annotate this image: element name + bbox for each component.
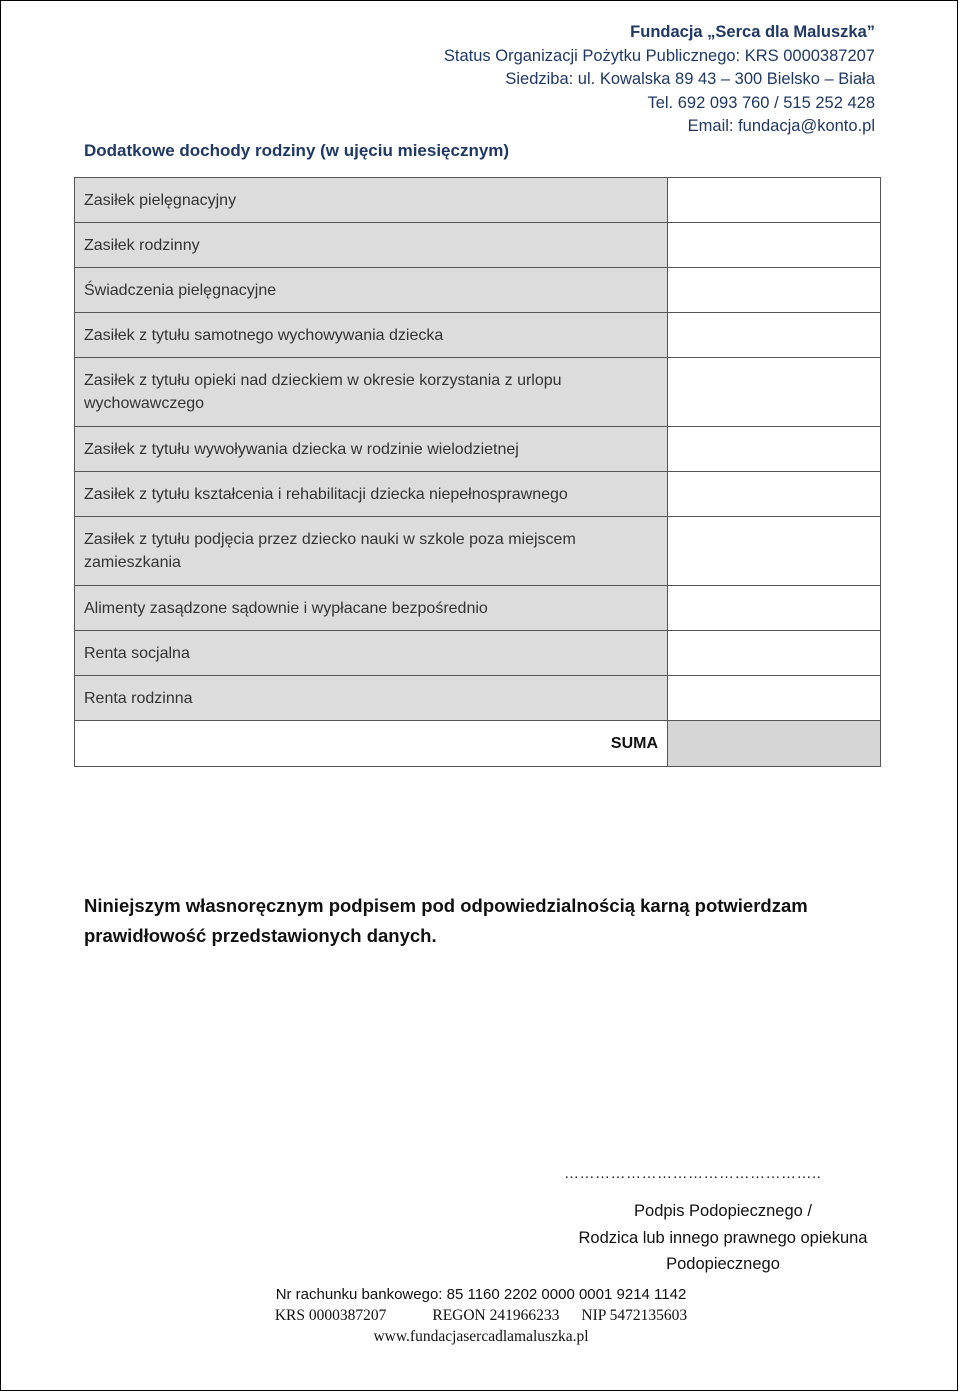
krs-number: KRS 0000387207 [274,1307,387,1324]
income-value-field[interactable] [668,676,881,721]
table-row [75,427,881,472]
income-value-field[interactable] [668,358,881,427]
nip-number: NIP 5472135603 [581,1307,688,1324]
table-row [75,223,881,268]
org-address: Siedziba: ul. Kowalska 89 43 – 300 Bielsko – Biała [505,70,875,89]
sum-value-field[interactable] [668,721,881,767]
income-label: Świadczenia pielęgnacyjne [75,268,668,313]
table-row [75,358,881,427]
table-row [75,676,881,721]
income-label: Renta rodzinna [75,676,668,721]
table-row [75,313,881,358]
income-label: Zasiłek z tytułu podjęcia przez dziecko nauki w szkole poza miejscem zamieszkania [75,517,668,586]
income-label: Zasiłek pielęgnacyjny [75,178,668,223]
income-value-field[interactable] [668,586,881,631]
income-value-field[interactable] [668,268,881,313]
income-value-field[interactable] [668,313,881,358]
income-value-field[interactable] [668,472,881,517]
signature-caption [561,1198,885,1278]
income-label: Zasiłek z tytułu opieki nad dzieckiem w okresie korzystania z urlopu wychowawczego [75,358,668,427]
table-row [75,517,881,586]
section-title: Dodatkowe dochody rodziny (w ujęciu miesięcznym) [84,141,510,160]
income-table [74,177,881,767]
income-value-field[interactable] [668,631,881,676]
sum-row [75,721,881,767]
income-value-field[interactable] [668,178,881,223]
signature-caption-line: Rodzica lub innego prawnego opiekuna [578,1228,868,1247]
income-label: Zasiłek z tytułu wywoływania dziecka w rodzinie wielodzietnej [75,427,668,472]
registry-ids [1,1305,960,1327]
regon-number: REGON 241966233 [432,1307,560,1324]
income-label: Zasiłek z tytułu kształcenia i rehabilitacji dziecka niepełnosprawnego [75,472,668,517]
signature-caption-line: Podpis Podopiecznego / [634,1202,812,1220]
website-link[interactable]: www.fundacjasercadlamaluszka.pl [373,1328,589,1345]
org-phone: Tel. 692 093 760 / 515 252 428 [647,93,875,112]
sum-label: SUMA [75,721,668,767]
income-label: Zasiłek z tytułu samotnego wychowywania dziecka [75,313,668,358]
income-label: Zasiłek rodzinny [75,223,668,268]
table-row [75,631,881,676]
footer [1,1285,960,1346]
org-name: Fundacja „Serca dla Maluszka” [630,23,875,41]
organization-header [444,21,875,139]
org-status: Status Organizacji Pożytku Publicznego: KRS 0000387207 [443,46,875,65]
income-value-field[interactable] [668,427,881,472]
org-email: Email: fundacja@konto.pl [687,117,875,136]
table-row [75,178,881,223]
bank-account: Nr rachunku bankowego: 85 1160 2202 0000 0001 9214 1142 [275,1286,687,1303]
signature-caption-line: Podopiecznego [666,1255,780,1273]
income-label: Renta socjalna [75,631,668,676]
table-row [75,472,881,517]
income-label: Alimenty zasądzone sądownie i wypłacane bezpośrednio [75,586,668,631]
table-row [75,586,881,631]
declaration-text: Niniejszym własnoręcznym podpisem pod odpowiedzialnością karną potwierdzam prawidłowość przedstawionych danych. [84,895,808,946]
table-row [75,268,881,313]
signature-line[interactable]: ………………………………………….. [564,1165,822,1182]
income-value-field[interactable] [668,517,881,586]
income-value-field[interactable] [668,223,881,268]
